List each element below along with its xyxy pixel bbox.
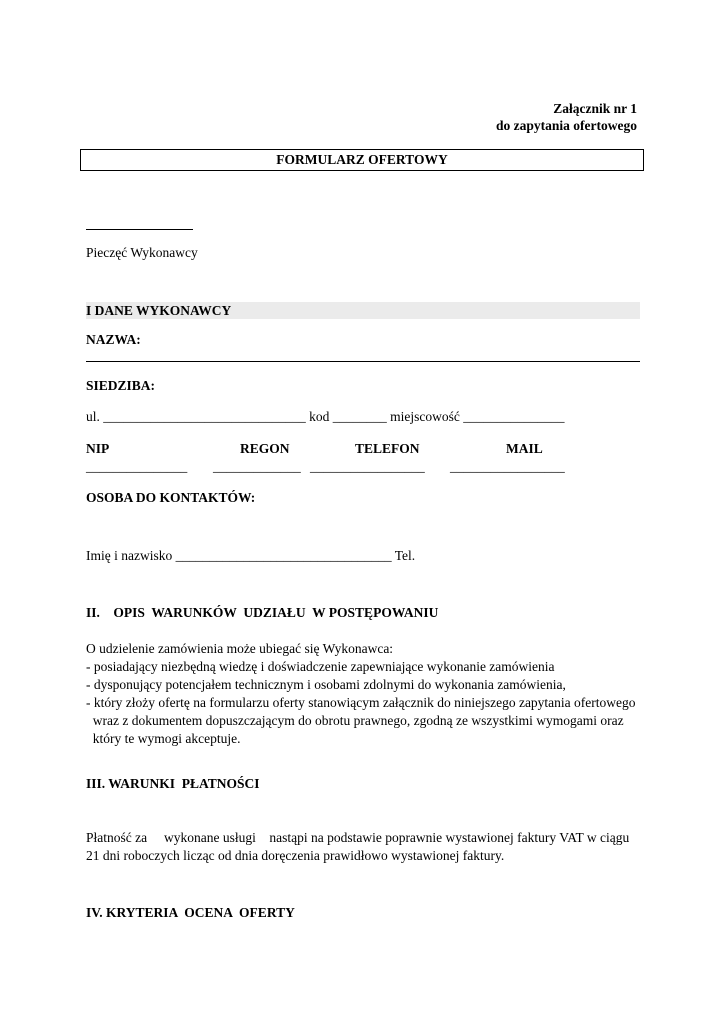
name-field-line <box>86 361 640 362</box>
contact-line: Imię i nazwisko ________________________________ Tel. <box>86 548 416 563</box>
seat-label: SIEDZIBA: <box>86 378 156 393</box>
section3-heading: III. WARUNKI PŁATNOŚCI <box>86 776 260 791</box>
form-title: FORMULARZ OFERTOWY <box>276 152 448 167</box>
annex-number: Załącznik nr 1 <box>553 101 637 116</box>
nip-label: NIP <box>86 441 110 456</box>
section2-item: który te wymogi akceptuje. <box>86 731 241 746</box>
mail-label: MAIL <box>506 441 543 456</box>
section2-item: - posiadający niezbędną wiedzę i doświadczenie zapewniające wykonanie zamówienia <box>86 659 555 674</box>
contact-label: OSOBA DO KONTAKTÓW: <box>86 490 256 505</box>
annex-subtitle: do zapytania ofertowego <box>496 118 637 133</box>
address-line: ul. ______________________________ kod ________ miejscowość _______________ <box>86 409 565 424</box>
section1-heading: I DANE WYKONAWCY <box>86 303 232 318</box>
payment-line-1: Płatność za wykonane usługi nastąpi na podstawie poprawnie wystawionej faktury VAT w ciągu <box>86 830 630 845</box>
form-title-box <box>80 149 644 171</box>
name-label: NAZWA: <box>86 332 141 347</box>
mail-blank: _________________ <box>450 459 565 474</box>
regon-label: REGON <box>240 441 290 456</box>
section4-heading: IV. KRYTERIA OCENA OFERTY <box>86 905 295 920</box>
regon-blank: _____________ <box>213 459 301 474</box>
section2-item: - który złoży ofertę na formularzu oferty stanowiącym załącznik do niniejszego zapytania ofertowego <box>86 695 636 710</box>
section2-heading: II. OPIS WARUNKÓW UDZIAŁU W POSTĘPOWANIU <box>86 605 439 620</box>
section2-intro: O udzielenie zamówienia może ubiegać się Wykonawca: <box>86 641 394 656</box>
nip-blank: _______________ <box>86 459 188 474</box>
payment-line-2: 21 dni roboczych licząc od dnia doręczenia prawidłowo wystawionej faktury. <box>86 848 505 863</box>
stamp-signature-line <box>86 229 193 230</box>
section2-item: wraz z dokumentem dopuszczającym do obrotu prawnego, zgodną ze wszystkimi wymogami oraz <box>86 713 624 728</box>
section2-item: - dysponujący potencjałem technicznym i osobami zdolnymi do wykonania zamówienia, <box>86 677 566 692</box>
telefon-label: TELEFON <box>355 441 420 456</box>
stamp-label: Pieczęć Wykonawcy <box>86 245 198 260</box>
telefon-blank: _________________ <box>310 459 425 474</box>
